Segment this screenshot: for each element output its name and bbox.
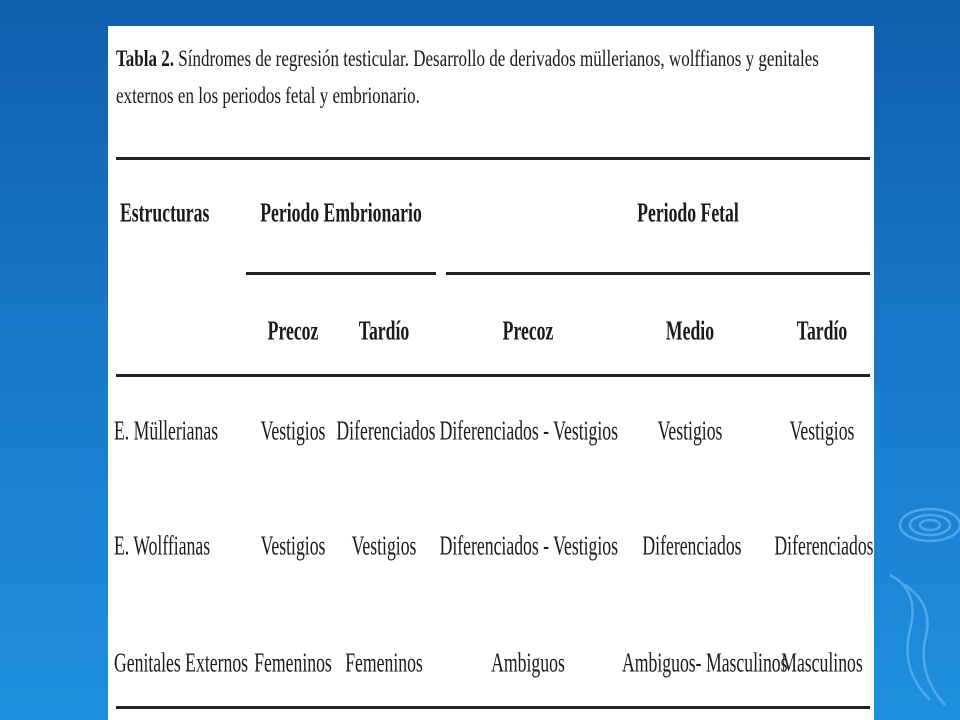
table-cell: Ambiguos- Masculinos [622,647,788,678]
caption-text: Síndromes de regresión testicular. Desarrollo de derivados müllerianos, wolffianos y genitales externos en los periodos fetal y embrionario. [116,46,819,108]
table-cell: Vestigios [351,530,417,561]
table-cell: Femeninos [345,647,423,678]
table-caption [116,40,871,114]
embrionario-underline [246,272,436,275]
table-cell: Femeninos [254,647,332,678]
table-card [108,26,874,720]
subheader-fetal-medio: Medio [665,315,715,346]
table-cell: Diferenciados [642,530,742,561]
table-cell: Vestigios [657,415,723,446]
row-label-mullerianas: E. Müllerianas [114,415,219,446]
subheader-fetal-precoz: Precoz [502,315,554,346]
table-cell: Diferenciados - Vestigios [439,415,619,446]
header-bottom-rule [116,374,870,377]
row-label-genitales: Genitales Externos [114,647,249,678]
caption-label: Tabla 2. [116,46,175,71]
subheader-embrionario-tardio: Tardío [358,315,410,346]
fetal-underline [446,272,870,275]
table-cell: Diferenciados [774,530,874,561]
table-cell: Vestigios [789,415,855,446]
top-rule [116,157,870,160]
header-periodo-fetal: Periodo Fetal [637,197,739,228]
subheader-fetal-tardio: Tardío [796,315,848,346]
table-cell: Ambiguos [491,647,565,678]
header-estructuras: Estructuras [120,197,210,228]
subheader-embrionario-precoz: Precoz [267,315,319,346]
table-cell: Vestigios [260,415,326,446]
table-cell: Vestigios [260,530,326,561]
ripple-decoration [880,490,960,710]
table-cell: Masculinos [781,647,863,678]
table-cell: Diferenciados - Vestigios [439,530,619,561]
row-label-wolffianas: E. Wolffianas [114,530,211,561]
header-periodo-embrionario: Periodo Embrionario [260,197,422,228]
table-cell: Diferenciados [336,415,436,446]
bottom-rule [116,706,870,709]
